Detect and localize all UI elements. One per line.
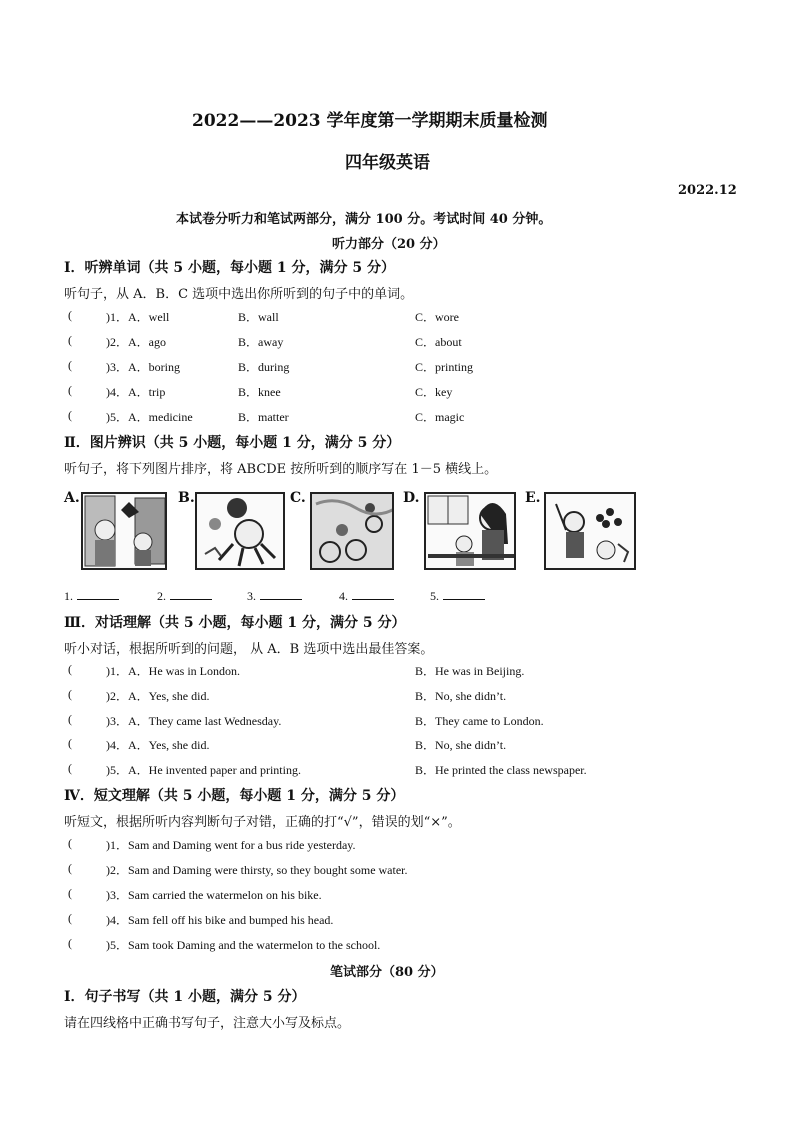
answer-paren[interactable]: ( (68, 333, 72, 347)
option-b: B．matter (238, 410, 289, 424)
cartoon-image (312, 494, 394, 570)
option-a: )5．A．He invented paper and printing. (106, 763, 301, 777)
cartoon-image (197, 494, 285, 570)
cartoon-image (83, 494, 167, 570)
answer-paren[interactable]: ( (68, 358, 72, 372)
option-b: B．away (238, 335, 284, 349)
answer-paren[interactable]: ( (68, 383, 72, 397)
option-a: )3．A．boring (106, 360, 180, 374)
picture-a (81, 492, 167, 570)
option-b: B．They came to London. (415, 714, 544, 728)
exam-date: 2022.12 (678, 183, 737, 198)
blank-number: 3. (247, 589, 256, 603)
blank-5[interactable] (430, 587, 485, 604)
option-c: C．printing (415, 360, 474, 374)
blank-3[interactable] (247, 587, 302, 604)
option-b: B．knee (238, 385, 281, 399)
picture-label: B. (178, 490, 195, 506)
statement: )3．Sam carried the watermelon on his bike. (106, 888, 322, 902)
picture-e (544, 492, 636, 570)
statement: )5．Sam took Daming and the watermelon to the school. (106, 938, 381, 952)
blank-number: 5. (430, 589, 439, 603)
part1-heading: Ⅰ．听辨单词（共 5 小题，每小题 1 分，满分 5 分） (64, 260, 396, 276)
picture-label: D. (403, 490, 420, 506)
blank-number: 1. (64, 589, 73, 603)
answer-paren[interactable]: ( (68, 408, 72, 422)
writing-heading: 笔试部分（80 分） (330, 965, 444, 980)
option-a: )1．A．well (106, 310, 170, 324)
answer-paren[interactable]: ( (68, 911, 72, 925)
listening-heading: 听力部分（20 分） (332, 237, 446, 252)
part3-heading: Ⅲ．对话理解（共 5 小题，每小题 1 分，满分 5 分） (64, 615, 406, 631)
option-a: )1．A．He was in London. (106, 664, 240, 678)
statement: )4．Sam fell off his bike and bumped his head. (106, 913, 334, 927)
option-c: C．about (415, 335, 462, 349)
part4-heading: Ⅳ．短文理解（共 5 小题，每小题 1 分，满分 5 分） (64, 788, 405, 804)
answer-paren[interactable]: ( (68, 936, 72, 950)
writing-part1-heading: Ⅰ．句子书写（共 1 小题，满分 5 分） (64, 989, 306, 1005)
option-b: B．during (238, 360, 290, 374)
picture-label: A. (64, 490, 80, 506)
option-b: B．He printed the class newspaper. (415, 763, 587, 777)
blank-4[interactable] (339, 587, 394, 604)
option-a: )3．A．They came last Wednesday. (106, 714, 282, 728)
answer-paren[interactable]: ( (68, 761, 72, 775)
blank-number: 2. (157, 589, 166, 603)
answer-paren[interactable]: ( (68, 308, 72, 322)
answer-paren[interactable]: ( (68, 836, 72, 850)
picture-label: C. (290, 490, 306, 506)
answer-paren[interactable]: ( (68, 861, 72, 875)
option-b: B．No, she didn’t. (415, 689, 507, 703)
option-a: )2．A．Yes, she did. (106, 689, 210, 703)
option-a: )5．A．medicine (106, 410, 193, 424)
option-a: )2．A．ago (106, 335, 166, 349)
option-b: B．He was in Beijing. (415, 664, 525, 678)
answer-paren[interactable]: ( (68, 736, 72, 750)
answer-paren[interactable]: ( (68, 662, 72, 676)
exam-subtitle: 四年级英语 (345, 153, 430, 173)
blank-1[interactable] (64, 587, 119, 604)
option-b: B．No, she didn’t. (415, 738, 507, 752)
option-c: C．magic (415, 410, 465, 424)
picture-c (310, 492, 394, 570)
statement: )2．Sam and Daming were thirsty, so they bought some water. (106, 863, 408, 877)
cartoon-image (426, 494, 516, 570)
option-c: C．key (415, 385, 453, 399)
picture-label: E. (525, 490, 541, 506)
part1-instruction: 听句子，从 A．B．C 选项中选出你所听到的句子中的单词。 (64, 287, 414, 302)
option-c: C．wore (415, 310, 459, 324)
option-a: )4．A．trip (106, 385, 166, 399)
blank-number: 4. (339, 589, 348, 603)
option-a: )4．A．Yes, she did. (106, 738, 210, 752)
option-b: B．wall (238, 310, 279, 324)
exam-intro: 本试卷分听力和笔试两部分，满分 100 分。考试时间 40 分钟。 (176, 212, 552, 227)
statement: )1．Sam and Daming went for a bus ride yesterday. (106, 838, 356, 852)
part2-instruction: 听句子，将下列图片排序，将 ABCDE 按所听到的顺序写在 1－5 横线上。 (64, 462, 498, 477)
answer-paren[interactable]: ( (68, 687, 72, 701)
blank-2[interactable] (157, 587, 212, 604)
answer-paren[interactable]: ( (68, 712, 72, 726)
writing-part1-instruction: 请在四线格中正确书写句子，注意大小写及标点。 (64, 1016, 351, 1031)
part2-heading: Ⅱ．图片辨识（共 5 小题，每小题 1 分，满分 5 分） (64, 435, 401, 451)
part4-instruction: 听短文，根据所听内容判断句子对错，正确的打“√”，错误的划“×”。 (64, 815, 461, 830)
picture-d (424, 492, 516, 570)
part3-instruction: 听小对话，根据所听到的问题， 从 A．B 选项中选出最佳答案。 (64, 642, 434, 657)
picture-b (195, 492, 285, 570)
cartoon-image (546, 494, 636, 570)
exam-title: 2022——2023 学年度第一学期期末质量检测 (192, 111, 548, 131)
answer-paren[interactable]: ( (68, 886, 72, 900)
